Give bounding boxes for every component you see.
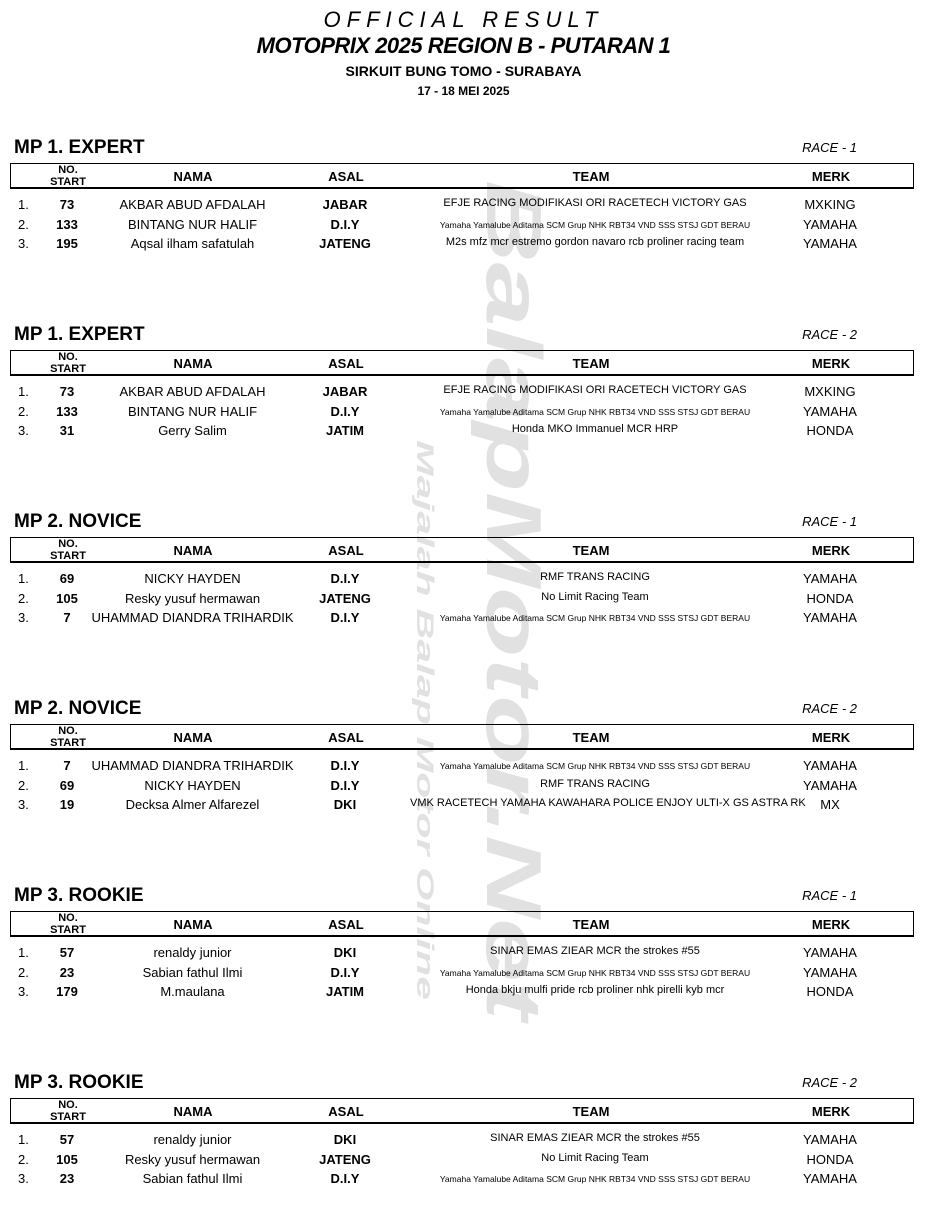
table-body — [0, 384, 927, 443]
column-header-asal: ASAL — [328, 917, 364, 932]
table-row — [0, 236, 927, 256]
watermark-main-text: BalapMotor.Net — [470, 180, 558, 753]
start-number-cell: 23 — [59, 964, 75, 980]
start-number-cell: 73 — [59, 197, 75, 212]
brand-cell: YAMAHA — [803, 236, 857, 251]
column-header-team: TEAM — [572, 356, 610, 371]
column-header-merk: MERK — [811, 730, 851, 745]
table-row — [0, 610, 927, 630]
start-number-cell: 179 — [56, 984, 78, 999]
rider-name-cell: AKBAR ABUD AFDALAH — [119, 197, 266, 212]
class-title: MP 3. ROOKIE — [14, 885, 144, 906]
team-cell: Yamaha Yamalube Aditama SCM Grup NHK RBT34 VND SSS STSJ GDT BERAU — [439, 406, 751, 417]
team-cell: No Limit Racing Team — [541, 590, 649, 603]
table-row — [0, 778, 927, 798]
team-cell: Yamaha Yamalube Aditama SCM Grup NHK RBT34 VND SSS STSJ GDT BERAU — [439, 761, 751, 771]
origin-cell: JABAR — [322, 384, 368, 399]
result-section — [0, 1072, 927, 1232]
table-body — [0, 571, 927, 630]
column-header-asal: ASAL — [328, 730, 364, 745]
team-cell: Yamaha Yamalube Aditama SCM Grup NHK RBT34 VND SSS STSJ GDT BERAU — [439, 1174, 751, 1184]
column-header-no-start: NO. START — [50, 538, 86, 562]
column-header-asal: ASAL — [328, 543, 364, 558]
column-header-nama: NAMA — [173, 356, 213, 371]
team-cell: EFJE RACING MODIFIKASI ORI RACETECH VICTORY GAS — [443, 384, 747, 396]
table-header — [10, 724, 914, 750]
table-header — [10, 537, 914, 563]
position-cell: 2. — [18, 777, 29, 793]
origin-cell: JABAR — [322, 197, 368, 212]
start-number-cell: 69 — [59, 571, 75, 586]
column-header-merk: MERK — [811, 356, 851, 371]
table-header — [10, 350, 914, 376]
start-number-cell: 105 — [56, 590, 78, 606]
class-title: MP 2. NOVICE — [14, 698, 142, 719]
class-title: MP 1. EXPERT — [14, 137, 145, 158]
table-row — [0, 984, 927, 1004]
table-body — [0, 197, 927, 256]
position-cell: 1. — [18, 384, 29, 399]
column-header-nama: NAMA — [173, 543, 213, 558]
position-cell: 2. — [18, 216, 29, 232]
start-number-cell: 7 — [63, 610, 71, 625]
rider-name-cell: NICKY HAYDEN — [144, 571, 241, 586]
header-circuit: SIRKUIT BUNG TOMO - SURABAYA — [345, 63, 582, 79]
brand-cell: YAMAHA — [803, 571, 857, 586]
start-number-cell: 23 — [59, 1171, 75, 1186]
brand-cell: MX — [820, 797, 840, 812]
start-number-cell: 105 — [56, 1151, 78, 1167]
brand-cell: MXKING — [804, 384, 856, 399]
origin-cell: DKI — [333, 1132, 357, 1147]
start-number-cell: 57 — [59, 1132, 75, 1147]
team-cell: No Limit Racing Team — [541, 1151, 649, 1164]
position-cell: 2. — [18, 964, 29, 980]
team-cell: SINAR EMAS ZIEAR MCR the strokes #55 — [490, 1132, 700, 1144]
column-header-merk: MERK — [811, 169, 851, 184]
table-row — [0, 384, 927, 404]
position-cell: 3. — [18, 423, 29, 438]
race-label: RACE - 2 — [802, 701, 857, 716]
origin-cell: DKI — [333, 945, 357, 960]
column-header-asal: ASAL — [328, 356, 364, 371]
rider-name-cell: AKBAR ABUD AFDALAH — [119, 384, 266, 399]
column-header-nama: NAMA — [173, 917, 213, 932]
position-cell: 1. — [18, 758, 29, 773]
position-cell: 3. — [18, 1171, 29, 1186]
result-section — [0, 885, 927, 1045]
brand-cell: HONDA — [806, 1151, 854, 1167]
table-row — [0, 965, 927, 985]
column-header-no-start: NO. START — [50, 351, 86, 375]
column-header-nama: NAMA — [173, 169, 213, 184]
origin-cell: D.I.Y — [330, 216, 360, 232]
position-cell: 2. — [18, 403, 29, 419]
position-cell: 2. — [18, 590, 29, 606]
origin-cell: D.I.Y — [330, 1171, 360, 1186]
position-cell: 1. — [18, 571, 29, 586]
class-title: MP 3. ROOKIE — [14, 1072, 144, 1093]
brand-cell: YAMAHA — [803, 403, 857, 419]
brand-cell: YAMAHA — [803, 758, 857, 773]
rider-name-cell: Sabian fathul Ilmi — [142, 1171, 243, 1186]
column-header-team: TEAM — [572, 917, 610, 932]
team-cell: EFJE RACING MODIFIKASI ORI RACETECH VICTORY GAS — [443, 197, 747, 209]
column-header-nama: NAMA — [173, 730, 213, 745]
brand-cell: YAMAHA — [803, 777, 857, 793]
position-cell: 3. — [18, 236, 29, 251]
brand-cell: YAMAHA — [803, 1132, 857, 1147]
rider-name-cell: Decksa Almer Alfarezel — [125, 797, 260, 812]
rider-name-cell: Sabian fathul Ilmi — [142, 964, 243, 980]
result-section — [0, 511, 927, 671]
table-row — [0, 404, 927, 424]
table-body — [0, 945, 927, 1004]
table-row — [0, 217, 927, 237]
start-number-cell: 69 — [59, 777, 75, 793]
column-header-no-start: NO. START — [50, 912, 86, 936]
class-title: MP 2. NOVICE — [14, 511, 142, 532]
origin-cell: JATENG — [319, 236, 371, 251]
column-header-merk: MERK — [811, 1104, 851, 1119]
header-event-title: MOTOPRIX 2025 REGION B - PUTARAN 1 — [256, 33, 671, 58]
team-cell: RMF TRANS RACING — [540, 777, 650, 790]
column-header-team: TEAM — [572, 543, 610, 558]
table-header — [10, 911, 914, 937]
result-section — [0, 698, 927, 858]
table-row — [0, 571, 927, 591]
start-number-cell: 133 — [56, 216, 78, 232]
table-row — [0, 1132, 927, 1152]
brand-cell: HONDA — [806, 423, 854, 438]
team-cell: VMK RACETECH YAMAHA KAWAHARA POLICE ENJOY ULTI-X GS ASTRA RK — [410, 797, 806, 809]
rider-name-cell: Resky yusuf hermawan — [124, 1151, 261, 1167]
header-date: 17 - 18 MEI 2025 — [417, 84, 510, 98]
column-header-nama: NAMA — [173, 1104, 213, 1119]
watermark-sub-text: Majalah Balap Motor Online — [411, 440, 438, 755]
origin-cell: JATENG — [319, 1151, 371, 1167]
header-official-result: OFFICIAL RESULT — [323, 7, 604, 32]
result-section — [0, 324, 927, 484]
team-cell: SINAR EMAS ZIEAR MCR the strokes #55 — [490, 945, 700, 957]
column-header-asal: ASAL — [328, 169, 364, 184]
origin-cell: D.I.Y — [330, 758, 360, 773]
table-row — [0, 591, 927, 611]
start-number-cell: 133 — [56, 403, 78, 419]
table-row — [0, 758, 927, 778]
race-label: RACE - 2 — [802, 1075, 857, 1090]
team-cell: M2s mfz mcr estremo gordon navaro rcb proliner racing team — [445, 236, 745, 248]
start-number-cell: 195 — [56, 236, 78, 251]
column-header-merk: MERK — [811, 917, 851, 932]
column-header-team: TEAM — [572, 730, 610, 745]
column-header-asal: ASAL — [328, 1104, 364, 1119]
origin-cell: DKI — [333, 797, 357, 812]
origin-cell: D.I.Y — [330, 777, 360, 793]
start-number-cell: 57 — [59, 945, 75, 960]
position-cell: 3. — [18, 797, 29, 812]
table-row — [0, 1171, 927, 1191]
brand-cell: HONDA — [806, 590, 854, 606]
brand-cell: YAMAHA — [803, 1171, 857, 1186]
brand-cell: HONDA — [806, 984, 854, 999]
origin-cell: D.I.Y — [330, 610, 360, 625]
position-cell: 3. — [18, 984, 29, 999]
column-header-no-start: NO. START — [50, 725, 86, 749]
rider-name-cell: Resky yusuf hermawan — [124, 590, 261, 606]
position-cell: 2. — [18, 1151, 29, 1167]
brand-cell: YAMAHA — [803, 945, 857, 960]
team-cell: Yamaha Yamalube Aditama SCM Grup NHK RBT34 VND SSS STSJ GDT BERAU — [439, 967, 751, 978]
start-number-cell: 31 — [59, 423, 75, 438]
race-label: RACE - 1 — [802, 514, 857, 529]
rider-name-cell: Gerry Salim — [158, 423, 227, 438]
table-body — [0, 758, 927, 817]
table-row — [0, 945, 927, 965]
rider-name-cell: M.maulana — [160, 984, 225, 999]
origin-cell: JATIM — [325, 423, 365, 438]
column-header-no-start: NO. START — [50, 1099, 86, 1123]
brand-cell: YAMAHA — [803, 216, 857, 232]
team-cell: RMF TRANS RACING — [540, 571, 650, 583]
column-header-team: TEAM — [572, 1104, 610, 1119]
column-header-no-start: NO. START — [50, 164, 86, 188]
team-cell: Honda MKO Immanuel MCR HRP — [511, 423, 679, 435]
rider-name-cell: UHAMMAD DIANDRA TRIHARDIK — [91, 610, 294, 625]
brand-cell: YAMAHA — [803, 610, 857, 625]
rider-name-cell: BINTANG NUR HALIF — [127, 403, 258, 419]
class-title: MP 1. EXPERT — [14, 324, 145, 345]
table-body — [0, 1132, 927, 1191]
column-header-merk: MERK — [811, 543, 851, 558]
brand-cell: MXKING — [804, 197, 856, 212]
position-cell: 1. — [18, 945, 29, 960]
rider-name-cell: UHAMMAD DIANDRA TRIHARDIK — [91, 758, 294, 773]
start-number-cell: 19 — [59, 797, 75, 812]
table-row — [0, 797, 927, 817]
result-section — [0, 137, 927, 297]
rider-name-cell: renaldy junior — [153, 945, 232, 960]
race-label: RACE - 1 — [802, 140, 857, 155]
table-row — [0, 197, 927, 217]
position-cell: 1. — [18, 1132, 29, 1147]
team-cell: Yamaha Yamalube Aditama SCM Grup NHK RBT34 VND SSS STSJ GDT BERAU — [439, 613, 751, 623]
start-number-cell: 73 — [59, 384, 75, 399]
brand-cell: YAMAHA — [803, 964, 857, 980]
team-cell: Yamaha Yamalube Aditama SCM Grup NHK RBT34 VND SSS STSJ GDT BERAU — [439, 219, 751, 230]
race-label: RACE - 2 — [802, 327, 857, 342]
table-header — [10, 163, 914, 189]
column-header-team: TEAM — [572, 169, 610, 184]
rider-name-cell: Aqsal ilham safatulah — [130, 236, 255, 251]
origin-cell: JATIM — [325, 984, 365, 999]
race-label: RACE - 1 — [802, 888, 857, 903]
origin-cell: D.I.Y — [330, 403, 360, 419]
rider-name-cell: renaldy junior — [153, 1132, 232, 1147]
table-row — [0, 423, 927, 443]
origin-cell: D.I.Y — [330, 571, 360, 586]
start-number-cell: 7 — [63, 758, 71, 773]
table-header — [10, 1098, 914, 1124]
rider-name-cell: NICKY HAYDEN — [144, 777, 241, 793]
rider-name-cell: BINTANG NUR HALIF — [127, 216, 258, 232]
position-cell: 3. — [18, 610, 29, 625]
origin-cell: D.I.Y — [330, 964, 360, 980]
origin-cell: JATENG — [319, 590, 371, 606]
table-row — [0, 1152, 927, 1172]
position-cell: 1. — [18, 197, 29, 212]
team-cell: Honda bkju mulfi pride rcb proliner nhk pirelli kyb mcr — [465, 984, 725, 996]
